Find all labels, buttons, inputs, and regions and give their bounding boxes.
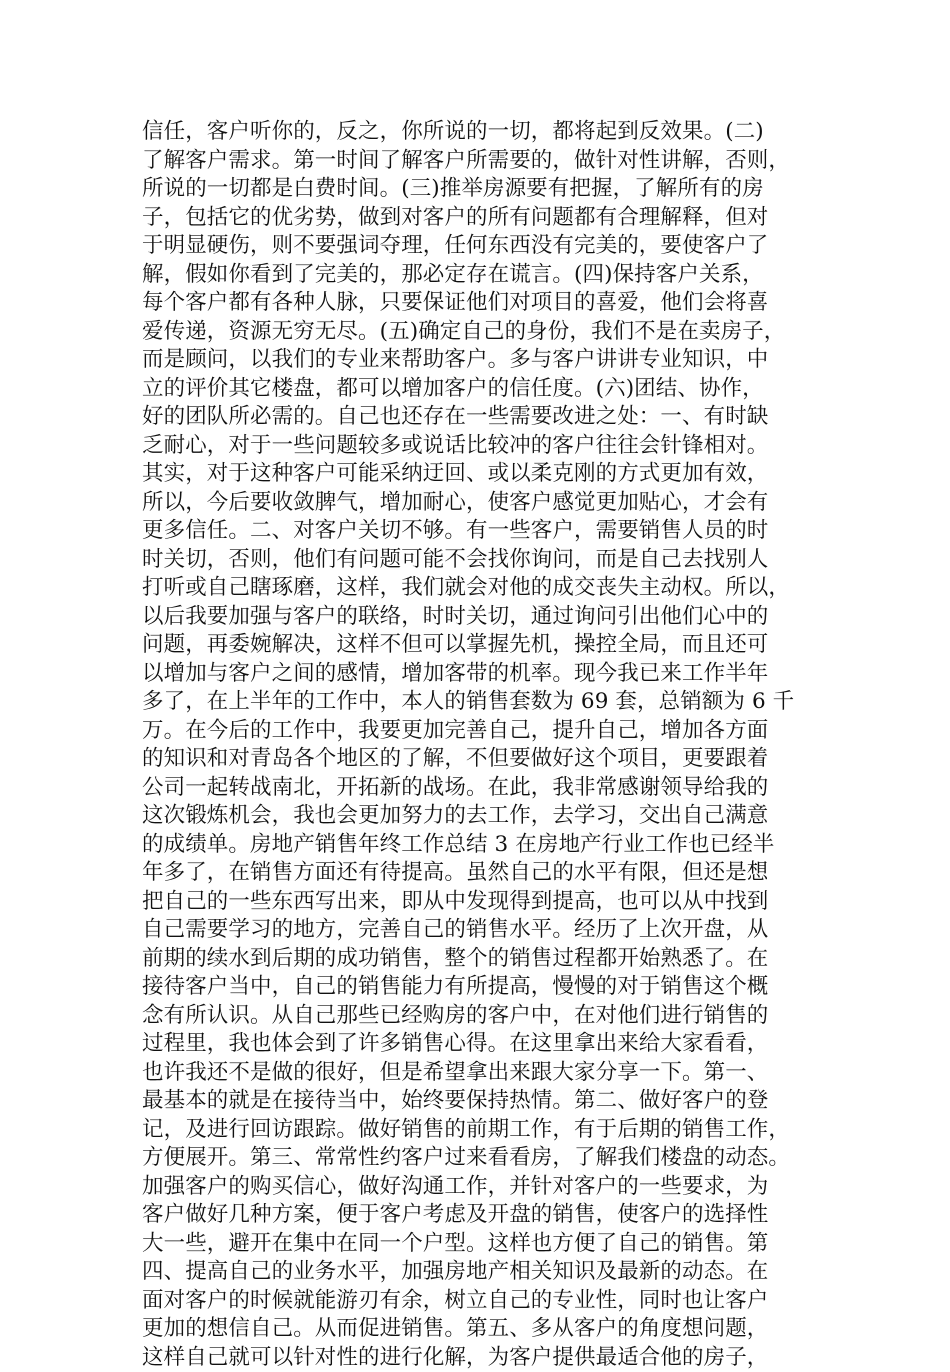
text-line: 方便展开。第三、常常性约客户过来看看房，了解我们楼盘的动态。 (142, 1144, 842, 1173)
text-line: 大一些，避开在集中在同一个户型。这样也方便了自己的销售。第 (142, 1230, 842, 1259)
text-line: 爱传递，资源无穷无尽。(五)确定自己的身份，我们不是在卖房子， (142, 318, 842, 347)
text-line: 更多信任。二、对客户关切不够。有一些客户，需要销售人员的时 (142, 517, 842, 546)
text-line: 念有所认识。从自己那些已经购房的客户中，在对他们进行销售的 (142, 1002, 842, 1031)
text-line: 以增加与客户之间的感情，增加客带的机率。现今我已来工作半年 (142, 660, 842, 689)
body-text (142, 118, 842, 1372)
text-line: 于明显硬伤，则不要强词夺理，任何东西没有完美的，要使客户了 (142, 232, 842, 261)
text-line: 四、提高自己的业务水平，加强房地产相关知识及最新的动态。在 (142, 1258, 842, 1287)
text-line: 多了，在上半年的工作中，本人的销售套数为 69 套，总销额为 6 千 (142, 688, 842, 717)
text-line: 也许我还不是做的很好，但是希望拿出来跟大家分享一下。第一、 (142, 1059, 842, 1088)
text-line: 解，假如你看到了完美的，那必定存在谎言。(四)保持客户关系， (142, 261, 842, 290)
text-line: 记，及进行回访跟踪。做好销售的前期工作，有于后期的销售工作， (142, 1116, 842, 1145)
text-line: 所以，今后要收敛脾气，增加耐心，使客户感觉更加贴心，才会有 (142, 489, 842, 518)
text-line: 客户做好几种方案，便于客户考虑及开盘的销售，使客户的选择性 (142, 1201, 842, 1230)
text-line: 年多了，在销售方面还有待提高。虽然自己的水平有限，但还是想 (142, 859, 842, 888)
text-line: 接待客户当中，自己的销售能力有所提高，慢慢的对于销售这个概 (142, 973, 842, 1002)
text-line: 加强客户的购买信心，做好沟通工作，并针对客户的一些要求，为 (142, 1173, 842, 1202)
text-line: 其实，对于这种客户可能采纳迂回、或以柔克刚的方式更加有效， (142, 460, 842, 489)
text-line: 把自己的一些东西写出来，即从中发现得到提高，也可以从中找到 (142, 888, 842, 917)
text-line: 自己需要学习的地方，完善自己的销售水平。经历了上次开盘，从 (142, 916, 842, 945)
text-line: 而是顾问，以我们的专业来帮助客户。多与客户讲讲专业知识，中 (142, 346, 842, 375)
text-line: 时关切，否则，他们有问题可能不会找你询问，而是自己去找别人 (142, 546, 842, 575)
text-line: 立的评价其它楼盘，都可以增加客户的信任度。(六)团结、协作， (142, 375, 842, 404)
text-line: 所说的一切都是白费时间。(三)推举房源要有把握，了解所有的房 (142, 175, 842, 204)
text-line: 的知识和对青岛各个地区的了解，不但要做好这个项目，更要跟着 (142, 745, 842, 774)
text-line: 过程里，我也体会到了许多销售心得。在这里拿出来给大家看看， (142, 1030, 842, 1059)
text-line: 前期的续水到后期的成功销售，整个的销售过程都开始熟悉了。在 (142, 945, 842, 974)
text-line: 万。在今后的工作中，我要更加完善自己，提升自己，增加各方面 (142, 717, 842, 746)
text-line: 公司一起转战南北，开拓新的战场。在此，我非常感谢领导给我的 (142, 774, 842, 803)
text-line: 最基本的就是在接待当中，始终要保持热情。第二、做好客户的登 (142, 1087, 842, 1116)
text-line: 好的团队所必需的。自己也还存在一些需要改进之处：一、有时缺 (142, 403, 842, 432)
text-line: 子，包括它的优劣势，做到对客户的所有问题都有合理解释，但对 (142, 204, 842, 233)
text-line: 信任，客户听你的，反之，你所说的一切，都将起到反效果。(二) (142, 118, 842, 147)
text-line: 打听或自己瞎琢磨，这样，我们就会对他的成交丧失主动权。所以， (142, 574, 842, 603)
text-line: 更加的想信自己。从而促进销售。第五、多从客户的角度想问题， (142, 1315, 842, 1344)
text-line: 这次锻炼机会，我也会更加努力的去工作，去学习，交出自己满意 (142, 802, 842, 831)
text-line: 每个客户都有各种人脉，只要保证他们对项目的喜爱，他们会将喜 (142, 289, 842, 318)
text-line: 以后我要加强与客户的联络，时时关切，通过询问引出他们心中的 (142, 603, 842, 632)
text-line: 了解客户需求。第一时间了解客户所需要的，做针对性讲解，否则， (142, 147, 842, 176)
text-line: 这样自己就可以针对性的进行化解，为客户提供最适合他的房子， (142, 1344, 842, 1372)
text-line: 面对客户的时候就能游刃有余，树立自己的专业性，同时也让客户 (142, 1287, 842, 1316)
text-line: 的成绩单。房地产销售年终工作总结 3 在房地产行业工作也已经半 (142, 831, 842, 860)
text-line: 问题，再委婉解决，这样不但可以掌握先机，操控全局，而且还可 (142, 631, 842, 660)
text-line: 乏耐心，对于一些问题较多或说话比较冲的客户往往会针锋相对。 (142, 432, 842, 461)
